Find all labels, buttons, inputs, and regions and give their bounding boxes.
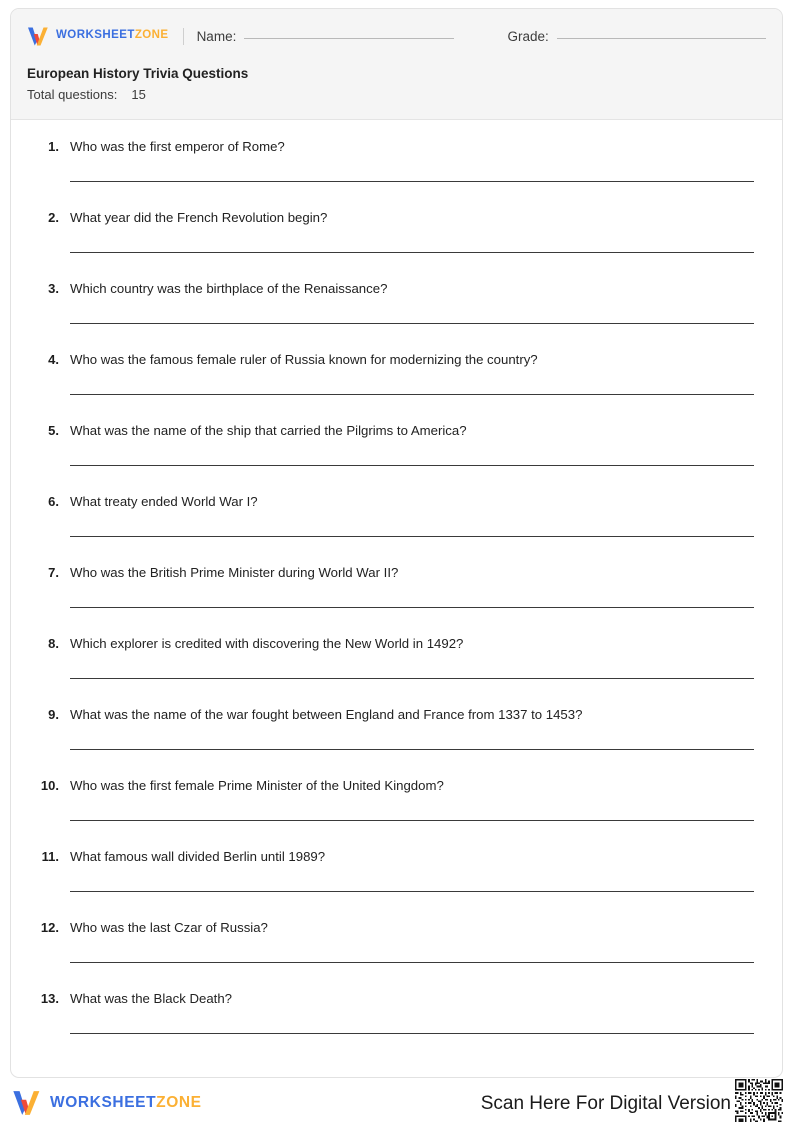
header-top-row bbox=[27, 23, 766, 49]
brand-word-primary: WORKSHEET bbox=[56, 29, 135, 42]
question-number: 10. bbox=[40, 777, 59, 793]
total-questions-row bbox=[27, 87, 766, 103]
question-body bbox=[59, 348, 754, 395]
footer-brand-word-primary: WORKSHEET bbox=[50, 1094, 157, 1112]
question-text: Who was the last Czar of Russia? bbox=[70, 919, 268, 935]
question-body bbox=[59, 277, 754, 324]
scan-text: Scan Here For Digital Version bbox=[480, 1092, 731, 1114]
answer-line[interactable] bbox=[70, 1033, 754, 1034]
question-number: 7. bbox=[48, 564, 59, 580]
question-item bbox=[31, 135, 754, 206]
answer-line[interactable] bbox=[70, 394, 754, 395]
worksheetzone-w-logo-icon bbox=[12, 1089, 41, 1117]
question-item bbox=[31, 845, 754, 916]
question-text: Who was the first female Prime Minister of the United Kingdom? bbox=[70, 777, 444, 793]
question-text: What was the Black Death? bbox=[70, 990, 232, 1006]
question-list bbox=[11, 120, 782, 1077]
question-item bbox=[31, 632, 754, 703]
question-number: 9. bbox=[48, 706, 59, 722]
answer-line[interactable] bbox=[70, 962, 754, 963]
question-text: What famous wall divided Berlin until 1989? bbox=[70, 848, 326, 864]
answer-line[interactable] bbox=[70, 465, 754, 466]
header-brand-logo bbox=[27, 26, 169, 47]
grade-write-line[interactable] bbox=[557, 38, 766, 39]
question-number: 5. bbox=[48, 422, 59, 438]
qr-code-icon[interactable] bbox=[735, 1079, 783, 1122]
question-body bbox=[59, 774, 754, 821]
total-questions-label: Total questions: bbox=[27, 87, 118, 103]
question-item bbox=[31, 561, 754, 632]
question-number: 11. bbox=[41, 848, 59, 864]
question-text: Who was the first emperor of Rome? bbox=[70, 138, 285, 154]
question-item bbox=[31, 277, 754, 348]
question-item bbox=[31, 987, 754, 1058]
page-footer bbox=[0, 1084, 793, 1122]
question-text: What was the name of the war fought between England and France from 1337 to 1453? bbox=[70, 706, 583, 722]
question-number: 13. bbox=[40, 990, 59, 1006]
answer-line[interactable] bbox=[70, 891, 754, 892]
question-body bbox=[59, 419, 754, 466]
question-number: 3. bbox=[48, 280, 59, 296]
answer-line[interactable] bbox=[70, 323, 754, 324]
question-number: 4. bbox=[48, 351, 59, 367]
question-body bbox=[59, 490, 754, 537]
question-number: 8. bbox=[48, 635, 59, 651]
question-body bbox=[59, 206, 754, 253]
answer-line[interactable] bbox=[70, 820, 754, 821]
question-number: 1. bbox=[48, 138, 59, 154]
question-body bbox=[59, 845, 754, 892]
answer-line[interactable] bbox=[70, 536, 754, 537]
brand-wordmark bbox=[56, 30, 169, 42]
worksheet-title: European History Trivia Questions bbox=[27, 66, 249, 81]
answer-line[interactable] bbox=[70, 607, 754, 608]
footer-brand-word-accent: ZONE bbox=[156, 1094, 202, 1112]
question-body bbox=[59, 632, 754, 679]
question-text: Which explorer is credited with discovering the New World in 1492? bbox=[70, 635, 464, 651]
question-text: What treaty ended World War I? bbox=[70, 493, 258, 509]
question-item bbox=[31, 703, 754, 774]
question-body bbox=[59, 703, 754, 750]
question-number: 2. bbox=[48, 209, 59, 225]
answer-line[interactable] bbox=[70, 181, 754, 182]
answer-line[interactable] bbox=[70, 678, 754, 679]
question-item bbox=[31, 916, 754, 987]
answer-line[interactable] bbox=[70, 252, 754, 253]
worksheetzone-w-logo-icon bbox=[27, 26, 49, 47]
header-divider bbox=[183, 28, 184, 45]
question-text: What was the name of the ship that carried the Pilgrims to America? bbox=[70, 422, 467, 438]
question-text: Who was the famous female ruler of Russia known for modernizing the country? bbox=[70, 351, 538, 367]
footer-brand-wordmark bbox=[50, 1095, 202, 1111]
scan-callout bbox=[481, 1079, 783, 1122]
footer-brand-logo[interactable] bbox=[12, 1089, 202, 1117]
question-number: 6. bbox=[48, 493, 59, 509]
grade-field[interactable] bbox=[508, 29, 766, 44]
total-questions-value: 15 bbox=[131, 87, 146, 103]
name-label: Name: bbox=[196, 28, 237, 44]
question-body bbox=[59, 916, 754, 963]
question-text: Who was the British Prime Minister during World War II? bbox=[70, 564, 399, 580]
name-write-line[interactable] bbox=[244, 38, 453, 39]
question-body bbox=[59, 561, 754, 608]
grade-label: Grade: bbox=[507, 28, 549, 44]
question-item bbox=[31, 419, 754, 490]
question-text: What year did the French Revolution begin? bbox=[70, 209, 328, 225]
question-item bbox=[31, 774, 754, 845]
name-field[interactable] bbox=[197, 29, 454, 44]
question-item bbox=[31, 206, 754, 277]
question-body bbox=[59, 135, 754, 182]
worksheet-header bbox=[11, 9, 782, 120]
question-item bbox=[31, 348, 754, 419]
question-body bbox=[59, 987, 754, 1034]
answer-line[interactable] bbox=[70, 749, 754, 750]
question-item bbox=[31, 490, 754, 561]
brand-word-accent: ZONE bbox=[134, 29, 169, 42]
worksheet-card bbox=[10, 8, 783, 1078]
question-number: 12. bbox=[40, 919, 59, 935]
question-text: Which country was the birthplace of the Renaissance? bbox=[70, 280, 388, 296]
